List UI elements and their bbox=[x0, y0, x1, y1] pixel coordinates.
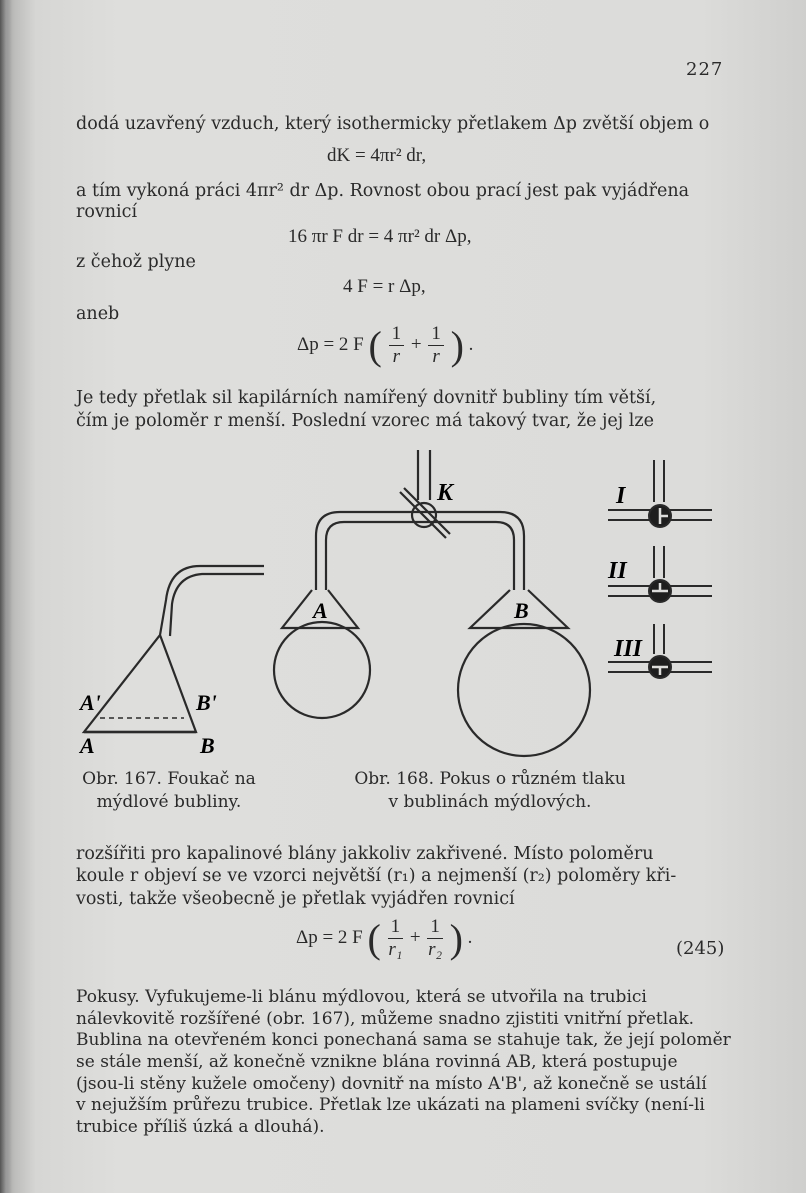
text-line-8: rozšířiti pro kapalinové blány jakkoliv zakřivené. Místo poloměru bbox=[76, 844, 654, 864]
text-line-3: rovnicí bbox=[76, 202, 138, 222]
fraction-1-over-r-second bbox=[428, 323, 444, 368]
text-line-9: koule r objeví se ve vzorci největší (r₁) a nejmenší (r₂) poloměry kři- bbox=[76, 866, 677, 886]
paragraph-line-4: se stále menší, až konečně vznikne blána rovinná AB, která postupuje bbox=[76, 1052, 678, 1072]
eq4-left: Δp = 2 F bbox=[297, 333, 364, 355]
paragraph-line-1: Pokusy. Vyfukujeme-li blánu mýdlovou, která se utvořila na trubici bbox=[76, 987, 647, 1007]
text-line-1: dodá uzavřený vzduch, který isothermicky přetlakem Δp zvětší objem o bbox=[76, 114, 710, 134]
label-III: III bbox=[614, 636, 643, 662]
label-A-fig168: A bbox=[313, 598, 328, 623]
text-line-4: z čehož plyne bbox=[76, 252, 196, 272]
numerator-2: 1 bbox=[428, 323, 444, 346]
eq4-period: . bbox=[468, 333, 474, 355]
eq5-left: Δp = 2 F bbox=[296, 926, 363, 948]
label-B-fig167: B bbox=[200, 733, 215, 758]
paragraph-line-2: nálevkovitě rozšířené (obr. 167), můžeme snadno zjistiti vnitřní přetlak. bbox=[76, 1009, 695, 1029]
fig168-caption-line1: Obr. 168. Pokus o různém tlaku bbox=[354, 769, 626, 789]
left-paren: ( bbox=[368, 323, 382, 368]
fig167-blower bbox=[84, 566, 264, 732]
eq5-denominator-r1: r₁ bbox=[388, 939, 403, 960]
fig167-caption bbox=[74, 768, 264, 814]
equation-245 bbox=[296, 915, 472, 962]
blower-inner-tube bbox=[170, 574, 264, 636]
paragraph-line-6: v nejužším průřezu trubice. Přetlak lze ukázati na plameni svíčky (není-li bbox=[76, 1095, 705, 1115]
eq5-numerator-2: 1 bbox=[427, 916, 443, 939]
fraction-1-over-r1 bbox=[388, 916, 404, 961]
page-number: 227 bbox=[686, 59, 724, 80]
text-line-10: vosti, takže všeobecně je přetlak vyjádřen rovnicí bbox=[76, 889, 515, 909]
fig167-caption-line2: mýdlové bubliny. bbox=[96, 792, 242, 812]
plus-sign: + bbox=[410, 333, 422, 355]
small-bubble-A bbox=[274, 622, 370, 718]
right-paren: ) bbox=[450, 323, 464, 368]
paragraph-line-3: Bublina na otevřeném konci ponechaná sama se stahuje tak, že její poloměr bbox=[76, 1030, 731, 1050]
fig168-caption-line2: v bublinách mýdlových. bbox=[388, 792, 592, 812]
eq5-period: . bbox=[467, 926, 473, 948]
label-B-fig168: B bbox=[514, 598, 529, 623]
label-I: I bbox=[616, 483, 626, 509]
label-B-prime: B' bbox=[196, 690, 217, 715]
label-II: II bbox=[608, 558, 627, 584]
label-K: K bbox=[437, 480, 454, 506]
label-A: A bbox=[80, 733, 95, 758]
fig168-caption bbox=[330, 768, 650, 814]
equation-work-balance: 16 πr F dr = 4 πr² dr Δp, bbox=[288, 226, 472, 247]
text-line-2: a tím vykoná práci 4πr² dr Δp. Rovnost obou prací jest pak vyjádřena bbox=[76, 181, 690, 201]
fig167-caption-line1: Obr. 167. Foukač na bbox=[82, 769, 256, 789]
fraction-1-over-r2 bbox=[427, 916, 443, 961]
paragraph-line-5: (jsou-li stěny kužele omočeny) dovnitř na místo A'B', až konečně se ustálí bbox=[76, 1074, 707, 1094]
label-A-prime: A' bbox=[80, 690, 101, 715]
denominator-2: r bbox=[432, 346, 440, 367]
equation-4F: 4 F = r Δp, bbox=[343, 276, 426, 297]
eq5-plus: + bbox=[409, 926, 421, 948]
figures-drawing bbox=[0, 440, 806, 770]
bridge-tube-outer bbox=[316, 512, 524, 590]
equation-number: (245) bbox=[676, 938, 725, 959]
text-line-6: Je tedy přetlak sil kapilárních namířený dovnitř bubliny tím větší, bbox=[76, 388, 657, 408]
blower-outer-tube bbox=[84, 566, 264, 732]
denominator: r bbox=[392, 346, 401, 367]
numerator: 1 bbox=[389, 323, 405, 346]
bridge-tube-inner bbox=[326, 522, 514, 590]
eq5-left-paren: ( bbox=[367, 916, 381, 961]
text-line-7: čím je poloměr r menší. Poslední vzorec má takový tvar, že jej lze bbox=[76, 411, 654, 431]
eq5-right-paren: ) bbox=[449, 916, 463, 961]
fraction-1-over-r bbox=[389, 323, 405, 368]
equation-delta-p-sphere bbox=[297, 322, 473, 369]
large-bubble-B bbox=[458, 624, 590, 756]
eq5-numerator-1: 1 bbox=[388, 916, 404, 939]
paragraph-line-7: trubice příliš úzká a dlouhá). bbox=[76, 1117, 325, 1137]
equation-dK: dK = 4πr² dr, bbox=[327, 145, 427, 166]
text-line-5: aneb bbox=[76, 304, 120, 324]
stopcock-stem bbox=[418, 450, 430, 500]
eq5-denominator-r2: r₂ bbox=[428, 939, 443, 960]
